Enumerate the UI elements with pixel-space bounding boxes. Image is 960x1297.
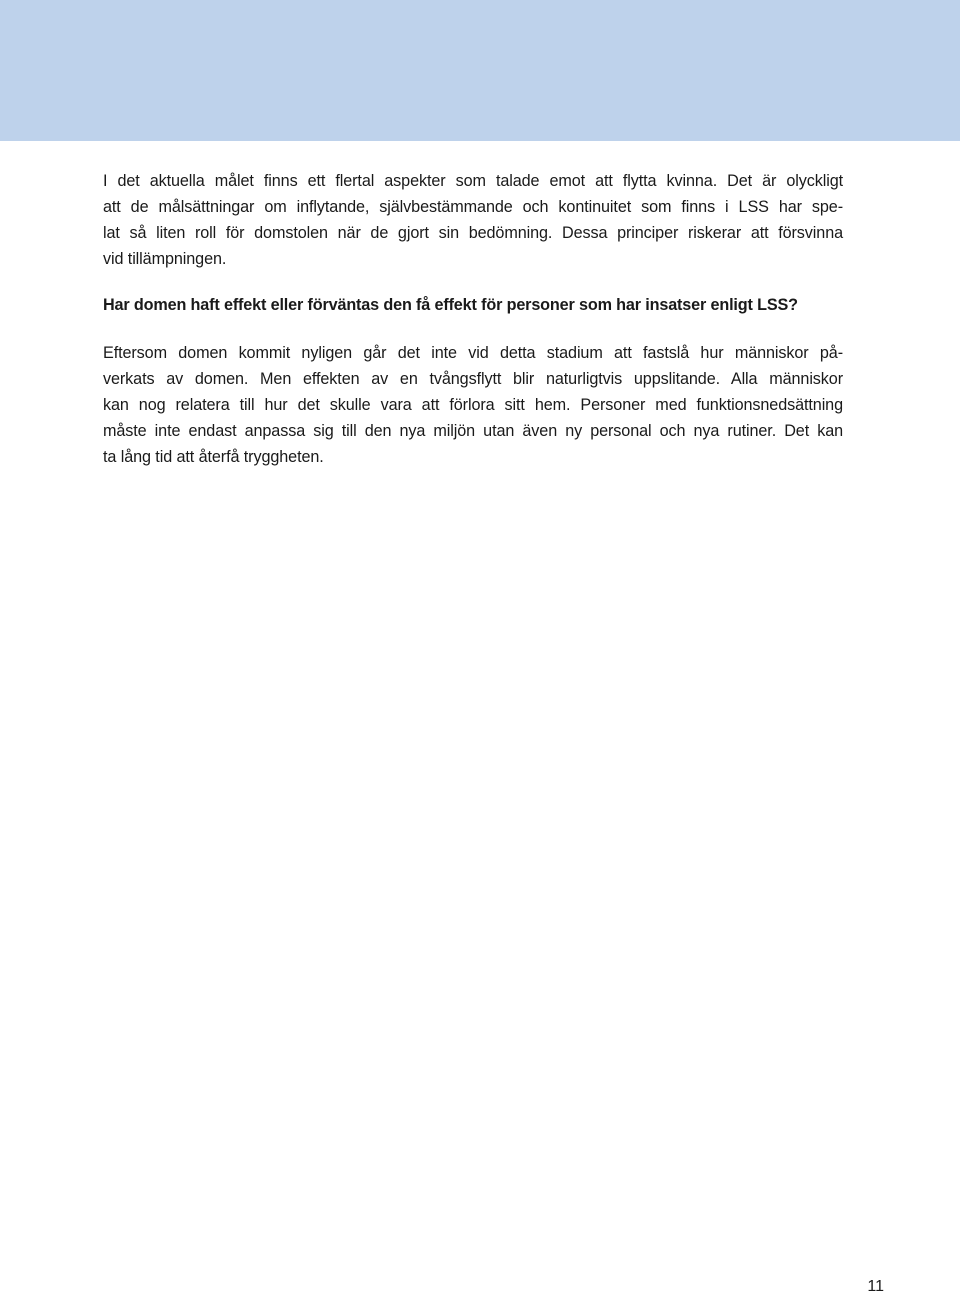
- page-number: 11: [867, 1278, 884, 1295]
- header-band: [0, 0, 960, 141]
- paragraph-1-line: att de målsättningar om inflytande, självbestämmande och kontinuitet som finns i LSS har spe-: [103, 198, 843, 216]
- paragraph-2-line: verkats av domen. Men effekten av en tvångsflytt blir naturligtvis uppslitande. Alla människor: [103, 370, 843, 388]
- paragraph-2-line: måste inte endast anpassa sig till den nya miljön utan även ny personal och nya rutiner. Det kan: [103, 422, 843, 440]
- paragraph-1-line: lat så liten roll för domstolen när de gjort sin bedömning. Dessa principer riskerar att försvinna: [103, 224, 843, 242]
- page-content: [103, 168, 843, 470]
- paragraph-2: [103, 340, 843, 470]
- paragraph-1: [103, 168, 843, 272]
- paragraph-1-line: I det aktuella målet finns ett flertal aspekter som talade emot att flytta kvinna. Det är olyckligt: [103, 172, 843, 190]
- paragraph-1-line: vid tillämpningen.: [103, 250, 227, 268]
- paragraph-2-line: kan nog relatera till hur det skulle vara att förlora sitt hem. Personer med funktionsnedsättning: [103, 396, 843, 414]
- paragraph-2-line: ta lång tid att återfå tryggheten.: [103, 448, 324, 466]
- paragraph-2-line: Eftersom domen kommit nyligen går det inte vid detta stadium att fastslå hur människor på-: [103, 344, 843, 362]
- question-heading: Har domen haft effekt eller förväntas den få effekt för personer som har insatser enligt LSS?: [103, 296, 798, 314]
